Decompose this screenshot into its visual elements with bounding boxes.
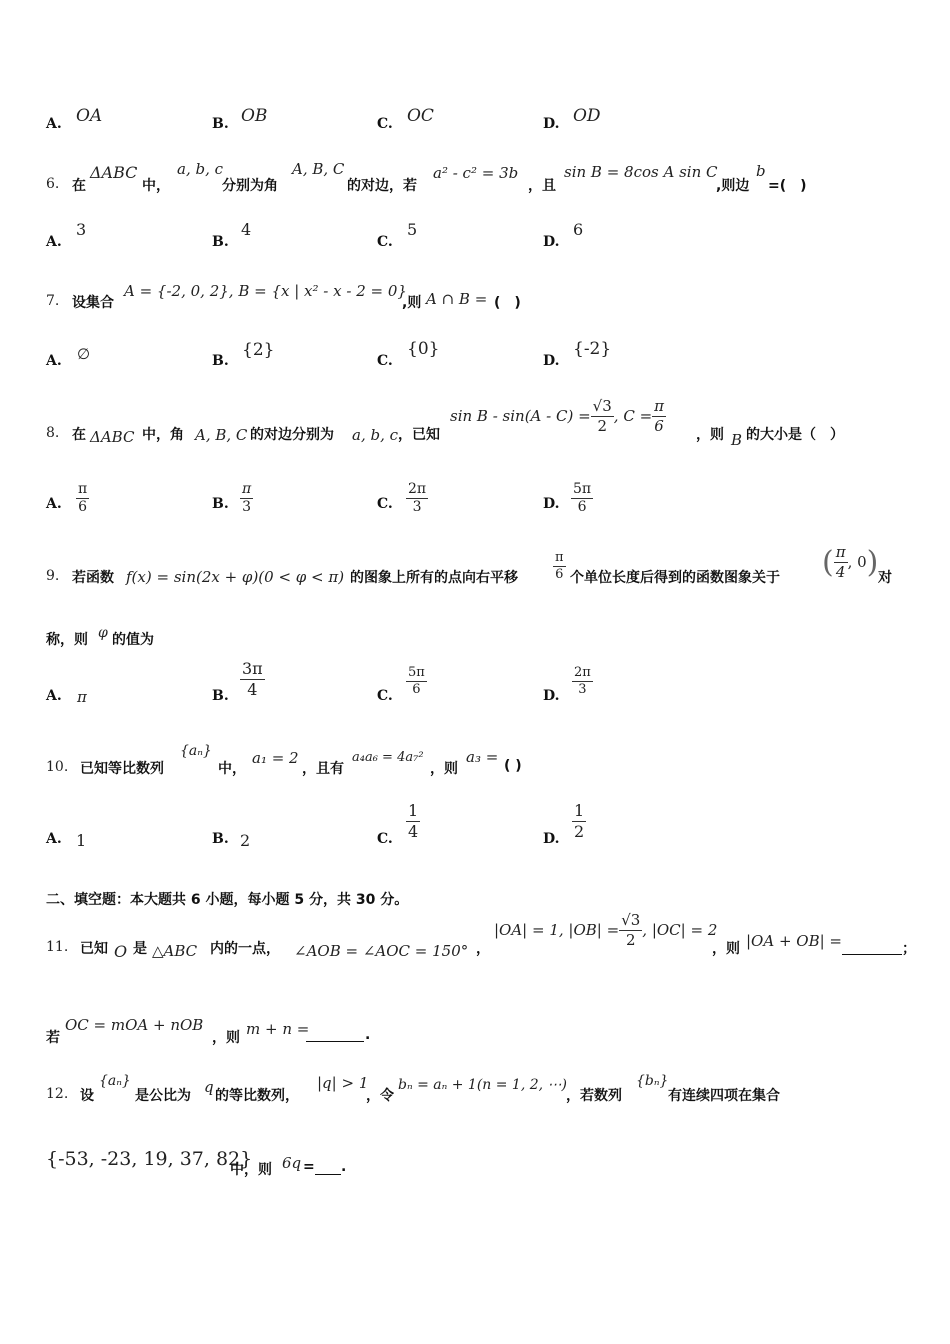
q9-point <box>822 544 878 580</box>
q11-norm-frac <box>619 912 642 948</box>
q7-option-d-value: {-2} <box>573 339 612 359</box>
q8-text-3: 的对边分别为 <box>250 427 334 443</box>
q9-option-b-label: B. <box>212 688 229 704</box>
q5-option-b-value: OB <box>241 106 268 126</box>
q6-text-7: =( ) <box>768 178 807 194</box>
q8-eq-numerator: √3 <box>592 397 612 415</box>
q7-text-3: ( ) <box>494 295 521 311</box>
q12-sequence-a: {aₙ} <box>99 1073 131 1089</box>
q9-option-d-den: 3 <box>578 682 587 698</box>
q8-triangle: ΔABC <box>90 428 135 446</box>
q8-option-b-label: B. <box>212 496 229 512</box>
q8-eq-denominator: 2 <box>597 416 607 435</box>
q8-variable: B <box>731 431 743 449</box>
q5-option-c-label: C. <box>377 116 393 132</box>
q9-option-a-label: A. <box>46 688 62 704</box>
q12-number: 12. <box>46 1086 69 1102</box>
q9-text-1: 若函数 <box>72 570 114 586</box>
q11-text-2: 是 <box>133 941 147 957</box>
q10-text-5: ( ) <box>504 758 522 774</box>
q9-point-frac <box>834 544 848 580</box>
q10-option-c-label: C. <box>377 831 393 847</box>
q8-option-a-num: π <box>76 482 89 499</box>
section-2-title: 二、填空题：本大题共 6 小题，每小题 5 分，共 30 分。 <box>46 892 409 908</box>
q9-option-d-num: 2π <box>572 666 593 682</box>
q12-text-4: ，令 <box>366 1088 394 1104</box>
q7-option-d-label: D. <box>543 353 560 369</box>
q11-blank-2[interactable] <box>306 1027 364 1042</box>
q8-option-a-value <box>76 482 89 516</box>
q6-text-5: ，且 <box>528 178 556 194</box>
q11-sum: m + n = <box>246 1020 310 1038</box>
q8-text-6: 的大小是（ ） <box>746 427 844 443</box>
q9-variable: φ <box>98 625 108 641</box>
q8-text-5: ，则 <box>696 427 724 443</box>
q9-option-b-den: 4 <box>247 679 258 699</box>
q6-option-a-label: A. <box>46 234 62 250</box>
q11-line2-b: ，则 <box>212 1030 240 1046</box>
q5-option-a-value: OA <box>76 106 103 126</box>
q8-equation <box>450 398 666 434</box>
q10-option-b-value: 2 <box>240 831 251 850</box>
q11-angles: ∠AOB = ∠AOC = 150° <box>294 942 469 960</box>
q11-norm-oc: , |OC| = 2 <box>642 921 718 939</box>
q8-option-c-label: C. <box>377 496 393 512</box>
q11-point-o: O <box>114 942 128 961</box>
q9-text-4: 对 <box>878 570 892 586</box>
q10-a3: a₃ = <box>466 748 499 766</box>
q11-norm-den: 2 <box>625 930 636 949</box>
q7-text-1: 设集合 <box>72 295 114 311</box>
q12-blank[interactable] <box>315 1159 341 1175</box>
q11-blank-1[interactable] <box>842 938 902 955</box>
q8-option-d-value <box>571 482 593 516</box>
q10-text-1: 已知等比数列 <box>80 761 164 777</box>
q6-triangle: ΔABC <box>90 163 138 182</box>
q8-sides: a, b, c <box>352 426 399 444</box>
q9-option-b-value <box>240 660 265 698</box>
q6-text-3: 分别为角 <box>222 178 278 194</box>
q9-point-den: 4 <box>835 562 846 581</box>
q9-option-c-num: 5π <box>406 666 427 682</box>
q8-option-d-den: 6 <box>577 499 587 516</box>
q6-text-2: 中， <box>142 178 170 194</box>
q6-option-d-label: D. <box>543 234 560 250</box>
q9-option-b-num: 3π <box>242 659 263 678</box>
q9-option-a-value: π <box>77 688 87 706</box>
q10-option-d-den: 2 <box>574 821 585 841</box>
q8-equation-left: sin B - sin(A - C) = <box>450 407 591 425</box>
q6-condition-2: sin B = 8cos A sin C <box>564 163 718 181</box>
q10-option-d-num: 1 <box>574 801 585 820</box>
q10-option-b-label: B. <box>212 831 229 847</box>
q7-text-2: ,则 <box>402 295 422 311</box>
q6-number: 6. <box>46 176 60 192</box>
q10-text-2: 中， <box>218 761 246 777</box>
q12-text-7: 中，则 <box>230 1162 272 1178</box>
q6-option-d-value: 6 <box>573 220 584 239</box>
q8-option-b-value <box>240 482 253 516</box>
q8-text-4: ，已知 <box>398 427 440 443</box>
q10-sequence: {aₙ} <box>180 743 212 759</box>
q8-option-d-num: 5π <box>571 482 593 499</box>
q10-number: 10. <box>46 759 69 775</box>
q12-end: . <box>341 1159 347 1175</box>
q12-text-2: 是公比为 <box>135 1088 191 1104</box>
q11-text-6: ； <box>902 941 916 957</box>
q9-function: f(x) = sin(2x + φ)(0 < φ < π) <box>126 568 345 586</box>
q6-text-6: ,则边 <box>716 178 750 194</box>
q8-equation-c: , C = <box>613 407 653 425</box>
q9-option-c-value <box>406 666 427 698</box>
q10-option-d-value <box>572 802 586 840</box>
q9-option-c-den: 6 <box>412 682 421 698</box>
q5-option-b-label: B. <box>212 116 229 132</box>
q9-point-paren-left: ( <box>822 544 834 580</box>
q11-vector-equation: OC = mOA + nOB <box>65 1016 204 1034</box>
q8-option-c-den: 3 <box>412 499 422 516</box>
q11-text-4: ， <box>476 941 490 957</box>
q8-option-c-value <box>406 482 428 516</box>
q12-expression: 6q <box>282 1154 302 1172</box>
q8-option-d-label: D. <box>543 496 560 512</box>
q11-norm-oa: |OA| = 1, |OB| = <box>494 921 620 939</box>
q11-expression: |OA + OB| = <box>746 932 842 950</box>
q8-sqrt3-over-2 <box>591 398 614 434</box>
q5-option-d-value: OD <box>573 106 601 126</box>
q12-condition: |q| > 1 <box>317 1074 369 1092</box>
q8-pi-over-6 <box>652 398 666 434</box>
q10-option-a-value: 1 <box>76 831 87 850</box>
q7-option-c-value: {0} <box>407 339 440 359</box>
q6-variable: b <box>756 162 766 180</box>
q10-option-a-label: A. <box>46 831 62 847</box>
q11-norm-num: √3 <box>621 911 641 929</box>
q8-option-a-label: A. <box>46 496 62 512</box>
q6-option-b-value: 4 <box>241 220 252 239</box>
q12-text-3: 的等比数列， <box>215 1088 299 1104</box>
q12-sequence-b: {bₙ} <box>636 1073 669 1089</box>
q6-angles: A, B, C <box>292 160 345 178</box>
q9-shift-num: π <box>553 551 566 567</box>
q8-text-2: 中，角 <box>142 427 184 443</box>
q7-option-b-value: {2} <box>242 340 275 360</box>
q9-point-num: π <box>835 543 846 561</box>
q12-text-5: ，若数列 <box>566 1088 622 1104</box>
q10-option-c-value <box>406 802 420 840</box>
q8-option-b-den: 3 <box>242 499 252 516</box>
q11-text-1: 已知 <box>80 941 108 957</box>
q12-bn-definition: bₙ = aₙ + 1(n = 1, 2, ⋯) <box>398 1077 568 1093</box>
q8-option-b-num: π <box>240 482 253 499</box>
q8-number: 8. <box>46 425 60 441</box>
q5-option-a-label: A. <box>46 116 62 132</box>
q6-option-a-value: 3 <box>76 220 87 239</box>
q7-option-c-label: C. <box>377 353 393 369</box>
q12-set: {-53, -23, 19, 37, 82} <box>46 1148 253 1170</box>
q11-triangle: △ABC <box>152 942 198 960</box>
q9-option-d-value <box>572 666 593 698</box>
q10-text-4: ，则 <box>430 761 458 777</box>
q11-norms <box>494 912 717 948</box>
q6-text-1: 在 <box>72 178 86 194</box>
q9-shift-den: 6 <box>555 567 564 583</box>
q12-q: q <box>204 1078 214 1096</box>
q10-a1: a₁ = 2 <box>252 749 299 767</box>
q6-option-b-label: B. <box>212 234 229 250</box>
q10-condition: a₄a₆ = 4a₇² <box>352 750 424 765</box>
q11-number: 11. <box>46 939 69 955</box>
q11-text-3: 内的一点， <box>210 941 280 957</box>
q7-expression: A ∩ B = <box>426 290 488 308</box>
q10-option-c-num: 1 <box>408 801 419 820</box>
q10-option-c-den: 4 <box>408 821 419 841</box>
q7-option-a-label: A. <box>46 353 62 369</box>
q11-text-5: ，则 <box>712 941 740 957</box>
q6-option-c-label: C. <box>377 234 393 250</box>
q5-option-c-value: OC <box>407 106 434 126</box>
q12-equals: = <box>303 1159 315 1175</box>
q8-option-c-num: 2π <box>406 482 428 499</box>
q6-condition-1: a² - c² = 3b <box>433 164 519 182</box>
q12-text-1: 设 <box>80 1088 94 1104</box>
q8-option-a-den: 6 <box>78 499 88 516</box>
q7-option-a-value: ∅ <box>77 345 91 363</box>
q7-sets: A = {-2, 0, 2}, B = {x | x² - x - 2 = 0} <box>124 282 407 300</box>
q9-line2-a: 称，则 <box>46 632 88 648</box>
q6-sides: a, b, c <box>177 160 224 178</box>
q9-text-2: 的图象上所有的点向右平移 <box>350 570 518 586</box>
q6-text-4: 的对边，若 <box>347 178 417 194</box>
q9-text-3: 个单位长度后得到的函数图象关于 <box>570 570 780 586</box>
q7-number: 7. <box>46 293 60 309</box>
q8-angles: A, B, C <box>195 426 248 444</box>
q9-option-c-label: C. <box>377 688 393 704</box>
q11-line2-a: 若 <box>46 1030 60 1046</box>
q7-option-b-label: B. <box>212 353 229 369</box>
q8-text-1: 在 <box>72 427 86 443</box>
q9-point-paren-right: ) <box>866 544 879 580</box>
q6-option-c-value: 5 <box>407 220 418 239</box>
q8-c-numerator: π <box>654 397 664 415</box>
q9-point-rest: , 0 <box>847 553 867 571</box>
q8-c-denominator: 6 <box>654 416 664 435</box>
q9-number: 9. <box>46 568 60 584</box>
q10-option-d-label: D. <box>543 831 560 847</box>
q5-option-d-label: D. <box>543 116 560 132</box>
q9-shift <box>553 551 566 583</box>
q9-option-d-label: D. <box>543 688 560 704</box>
q12-text-6: 有连续四项在集合 <box>668 1088 780 1104</box>
q10-text-3: ，且有 <box>302 761 344 777</box>
q9-line2-b: 的值为 <box>112 632 154 648</box>
q11-end: . <box>365 1027 371 1043</box>
